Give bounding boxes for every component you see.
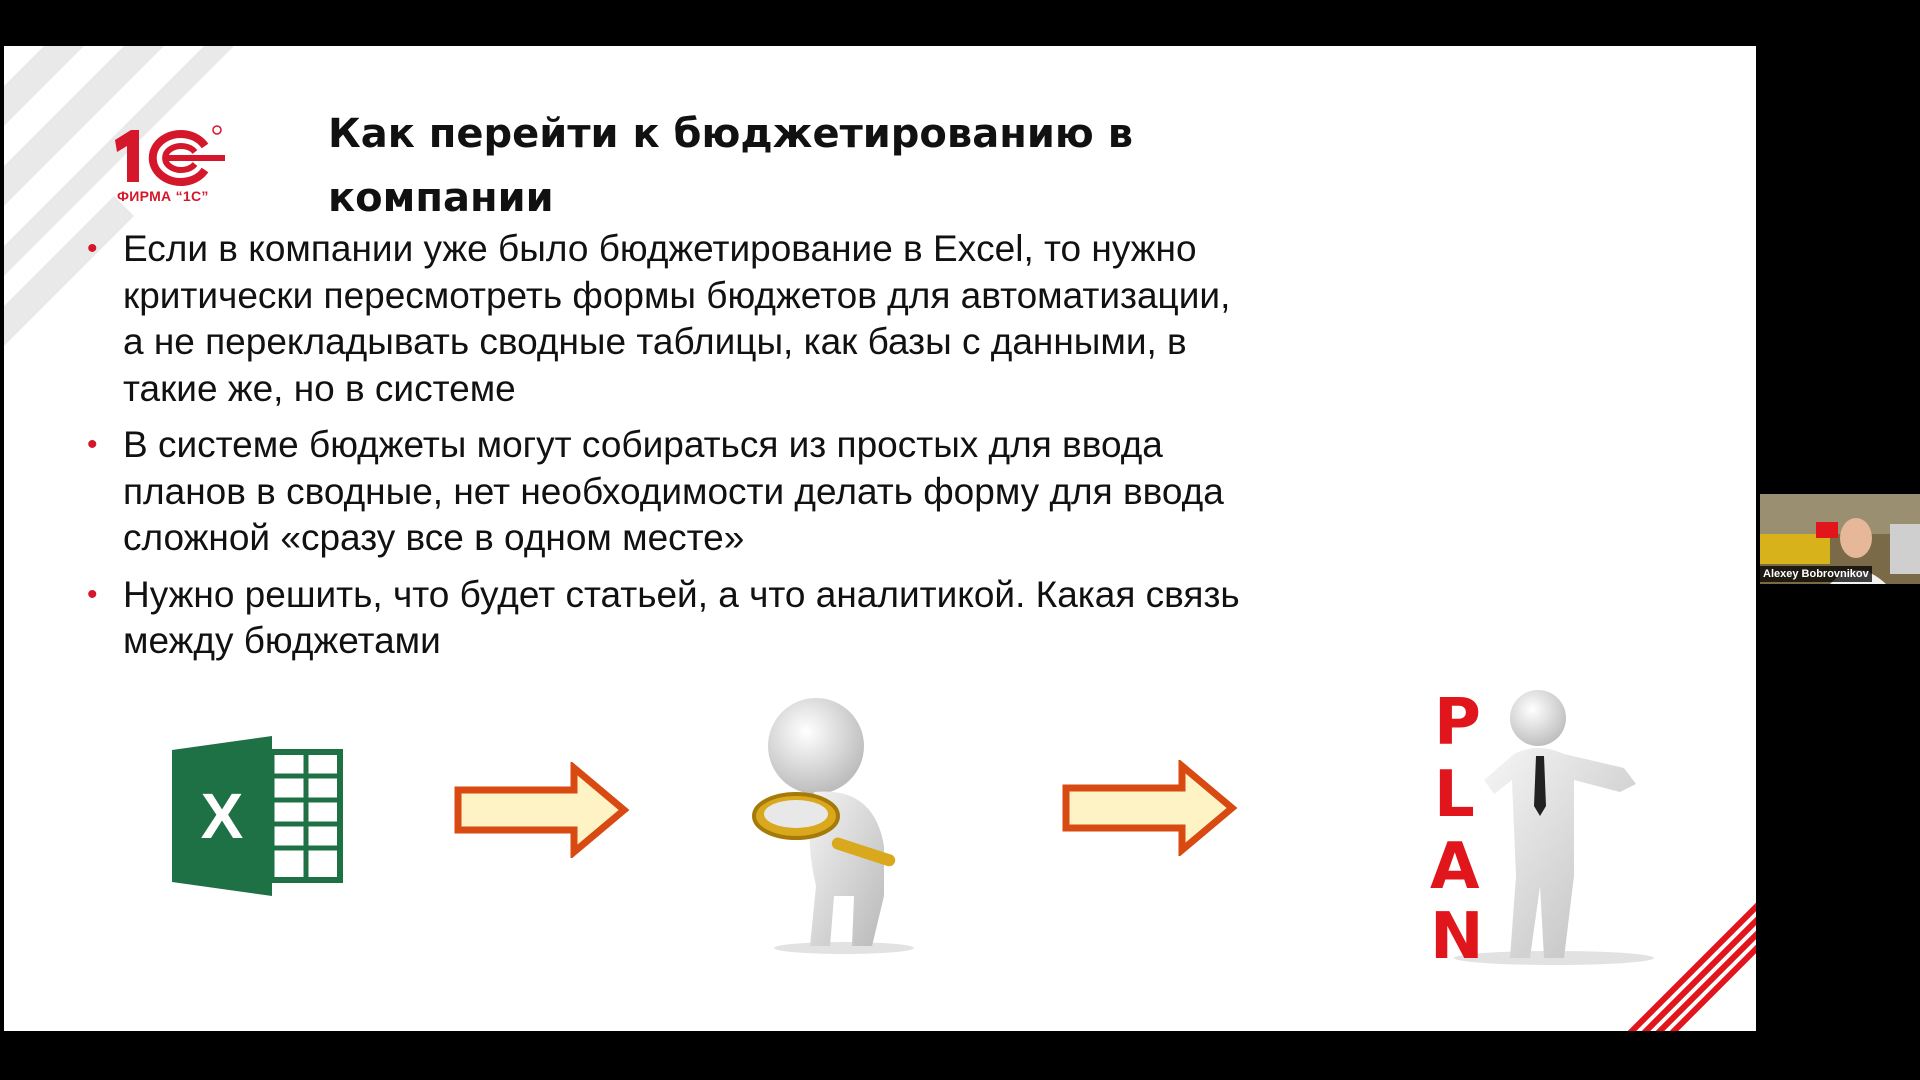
bullet-line: критически пересмотреть формы бюджетов для автоматизации, [123, 274, 1231, 316]
bullet-line: такие же, но в системе [123, 367, 516, 409]
man-with-magnifier-illustration [744, 696, 924, 956]
bullet-line: планов в сводные, нет необходимости делать форму для ввода [123, 470, 1224, 512]
bullet-item [79, 572, 1349, 665]
bullet-line: В системе бюджеты могут собираться из простых для ввода [123, 424, 1163, 465]
plan-letter: A [1430, 830, 1480, 904]
company-logo [109, 124, 229, 214]
right-arrow-icon [1062, 760, 1238, 856]
bullet-marker: • [87, 232, 98, 265]
corner-stripes-decoration [1626, 901, 1756, 1031]
bullet-item [79, 226, 1349, 412]
bullet-marker: • [87, 428, 98, 461]
bullet-marker: • [87, 577, 98, 611]
slide-title [328, 102, 1228, 230]
bullet-line: сложной «сразу все в одном месте» [123, 517, 745, 558]
bullet-item [79, 422, 1349, 562]
bullet-line: Нужно решить, что будет статьей, а что аналитикой. Какая связь [123, 573, 1240, 615]
bullet-list [79, 226, 1349, 675]
slide-title-line-1: Как перейти к бюджетированию в [328, 111, 1133, 157]
plan-letter: P [1434, 686, 1481, 760]
bullet-line: между бюджетами [123, 620, 441, 661]
presentation-slide [4, 46, 1756, 1031]
bullet-line: а не перекладывать сводные таблицы, как базы с данными, в [123, 321, 1187, 362]
logo-caption: ФИРМА “1С” [117, 188, 209, 204]
excel-letter: X [200, 780, 244, 852]
right-arrow-icon [454, 762, 630, 858]
1c-logo-mark-icon [109, 124, 229, 188]
participant-video-tile[interactable] [1760, 494, 1920, 584]
plan-letter: L [1434, 758, 1475, 832]
bullet-line: Если в компании уже было бюджетирование в Excel, то нужно [123, 228, 1197, 269]
participant-name-label: Alexey Bobrovnikov [1760, 566, 1872, 582]
slide-title-line-2: компании [328, 175, 554, 221]
plan-letter: N [1430, 900, 1484, 966]
excel-icon [172, 736, 344, 896]
